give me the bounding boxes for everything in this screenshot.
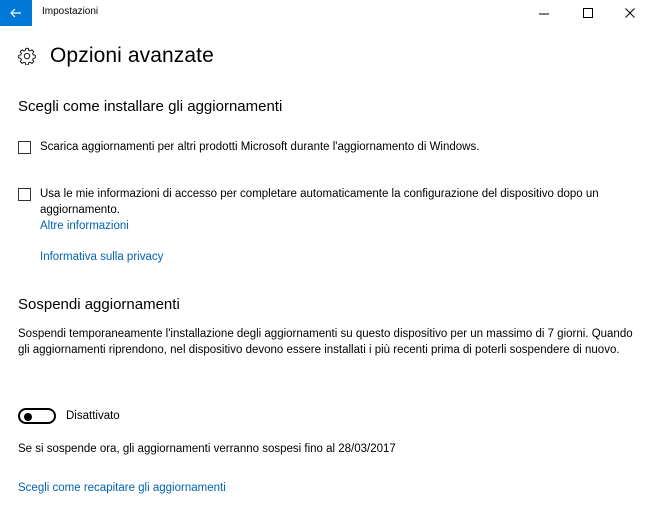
- maximize-button[interactable]: [568, 0, 608, 26]
- delivery-link[interactable]: Scegli come recapitare gli aggiornamenti: [18, 482, 226, 494]
- check-row-other-products[interactable]: [18, 140, 632, 156]
- pause-toggle-label: Disattivato: [66, 410, 120, 422]
- install-section-title: Scegli come installare gli aggiornamenti: [18, 98, 283, 115]
- minimize-button[interactable]: [524, 0, 564, 26]
- pause-section-title: Sospendi aggiornamenti: [18, 296, 180, 313]
- title-bar: [0, 0, 650, 26]
- maximize-icon: [583, 8, 593, 18]
- app-title: Impostazioni: [42, 6, 99, 17]
- pause-toggle-switch[interactable]: [18, 408, 56, 424]
- more-info-link[interactable]: Altre informazioni: [40, 220, 129, 232]
- page-title: Opzioni avanzate: [50, 44, 214, 67]
- pause-note: Se si sospende ora, gli aggiornamenti verranno sospesi fino al 28/03/2017: [18, 443, 396, 455]
- back-arrow-icon: [10, 8, 22, 18]
- pause-description: Sospendi temporaneamente l'installazione degli aggiornamenti su questo dispositivo per un massimo di 7 giorni. Quando gli aggiornamenti riprendono, nel dispositivo devono essere installati i più recenti prima di poterli sospendere di nuovo.: [18, 328, 633, 356]
- checkbox-sign-in-info-label[interactable]: Usa le mie informazioni di accesso per completare automaticamente la configurazione del dispositivo dopo un aggiornamento.: [40, 188, 599, 216]
- close-icon: [625, 8, 635, 18]
- checkbox-other-products[interactable]: [18, 141, 31, 154]
- page-header: [18, 44, 214, 68]
- gear-icon: [18, 47, 36, 65]
- back-button[interactable]: [0, 0, 32, 26]
- privacy-link[interactable]: Informativa sulla privacy: [40, 251, 164, 263]
- checkbox-sign-in-info[interactable]: [18, 188, 31, 201]
- pause-toggle-row[interactable]: [18, 408, 120, 424]
- toggle-knob: [24, 413, 32, 421]
- checkbox-other-products-label[interactable]: Scarica aggiornamenti per altri prodotti Microsoft durante l'aggiornamento di Windows.: [40, 141, 480, 153]
- close-button[interactable]: [610, 0, 650, 26]
- minimize-icon: [539, 8, 549, 18]
- check-row-sign-in-info[interactable]: [18, 187, 632, 218]
